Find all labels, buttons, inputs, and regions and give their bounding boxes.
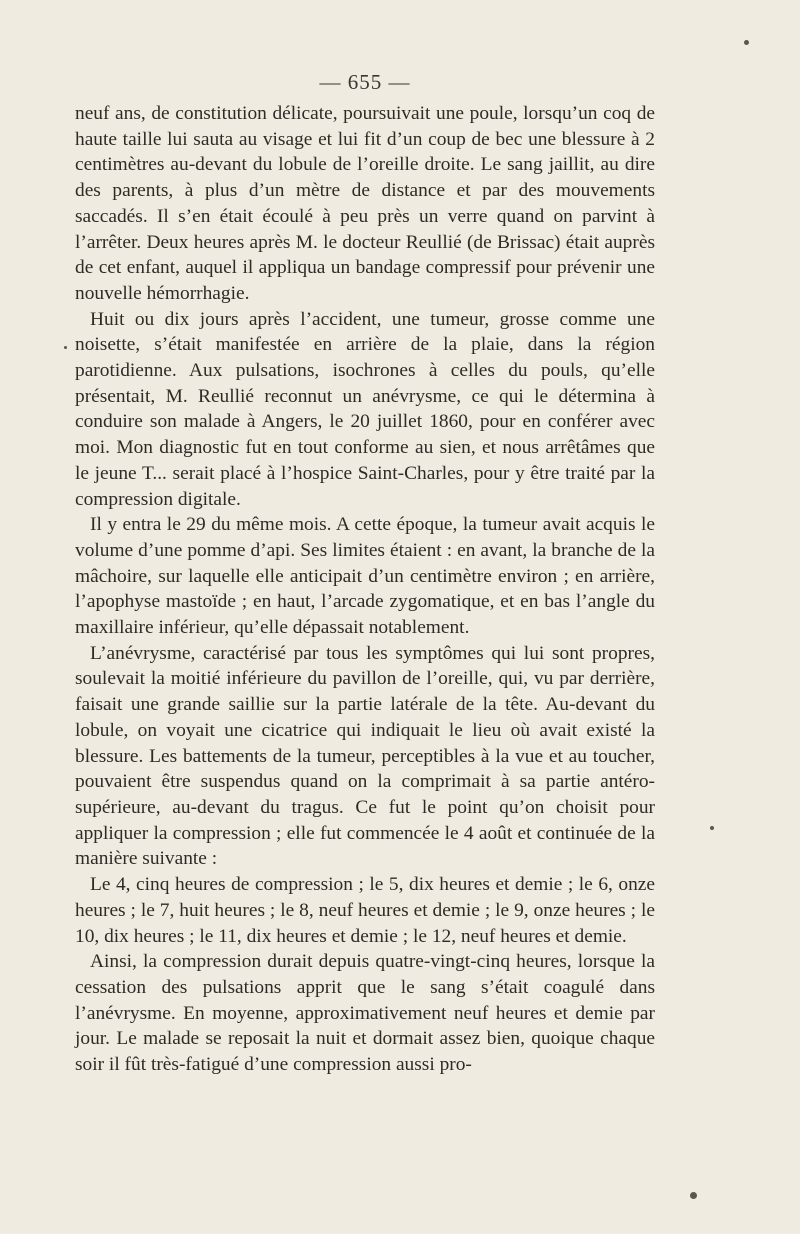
paper-speck (710, 826, 714, 830)
paragraph-2: Huit ou dix jours après l’accident, une tumeur, grosse comme une noisette, s’était manifestée en arrière de la plaie, dans la région parotidienne. Aux pulsations, isochrones à celles du pouls, qu’elle présentait, M. Reullié reconnut un anévrysme, ce qui le détermina à conduire son malade à Angers, le 20 juillet 1860, pour en conférer avec moi. Mon diagnostic fut en tout conforme au sien, et nous arrêtâmes que le jeune T... serait placé à l’hospice Saint-Charles, pour y être traité par la compression digitale. (75, 308, 655, 510)
paragraph-4: L’anévrysme, caractérisé par tous les symptômes qui lui sont propres, soulevait la moitié inférieure du pavillon de l’oreille, qui, vu par derrière, faisait une grande saillie sur la partie latérale de la tête. Au-devant du lobule, on voyait une cicatrice qui indiquait le lieu où avait existé la blessure. Les battements de la tumeur, perceptibles à la vue et au toucher, pouvaient être suspendus quand on la comprimait à sa partie antéro-supérieure, au-devant du tragus. Ce fut le point qu’on choisit pour appliquer la compression ; elle fut commencée le 4 août et continuée de la manière suivante : (75, 642, 655, 870)
paper-speck (744, 40, 749, 45)
paper-speck (690, 1192, 697, 1199)
text-body (75, 101, 655, 1078)
paragraph-3: Il y entra le 29 du même mois. A cette époque, la tumeur avait acquis le volume d’une pomme d’api. Ses limites étaient : en avant, la branche de la mâchoire, sur laquelle elle anticipait d’un centimètre environ ; en arrière, l’apophyse mastoïde ; en haut, l’arcade zygomatique, et en bas l’angle du maxillaire inférieur, qu’elle dépassait notablement. (75, 514, 655, 639)
paragraph-1: neuf ans, de constitution délicate, poursuivait une poule, lorsqu’un coq de haute taille lui sauta au visage et lui fit d’un coup de bec une blessure à 2 centimètres au-devant du lobule de l’oreille droite. Le sang jaillit, au dire des parents, à plus d’un mètre de distance et par des mouvements saccadés. Il s’en était écoulé à peu près un verre quand on parvint à l’arrêter. Deux heures après M. le docteur Reullié (de Brissac) était auprès de cet enfant, auquel il appliqua un bandage compressif pour prévenir une nouvelle hémorrhagie. (75, 103, 655, 304)
paragraph-6: Ainsi, la compression durait depuis quatre-vingt-cinq heures, lorsque la cessation des pulsations apprit que le sang s’était coagulé dans l’anévrysme. En moyenne, approximativement neuf heures et demie par jour. Le malade se reposait la nuit et dormait assez bien, quoique chaque soir il fût très-fatigué d’une compression aussi pro- (75, 951, 655, 1076)
paper-speck (64, 346, 67, 349)
page-number: — 655 — (319, 70, 411, 94)
paragraph-5: Le 4, cinq heures de compression ; le 5, dix heures et demie ; le 6, onze heures ; le 7, huit heures ; le 8, neuf heures et demie ; le 9, onze heures ; le 10, dix heures ; le 11, dix heures et demie ; le 12, neuf heures et demie. (75, 874, 655, 947)
